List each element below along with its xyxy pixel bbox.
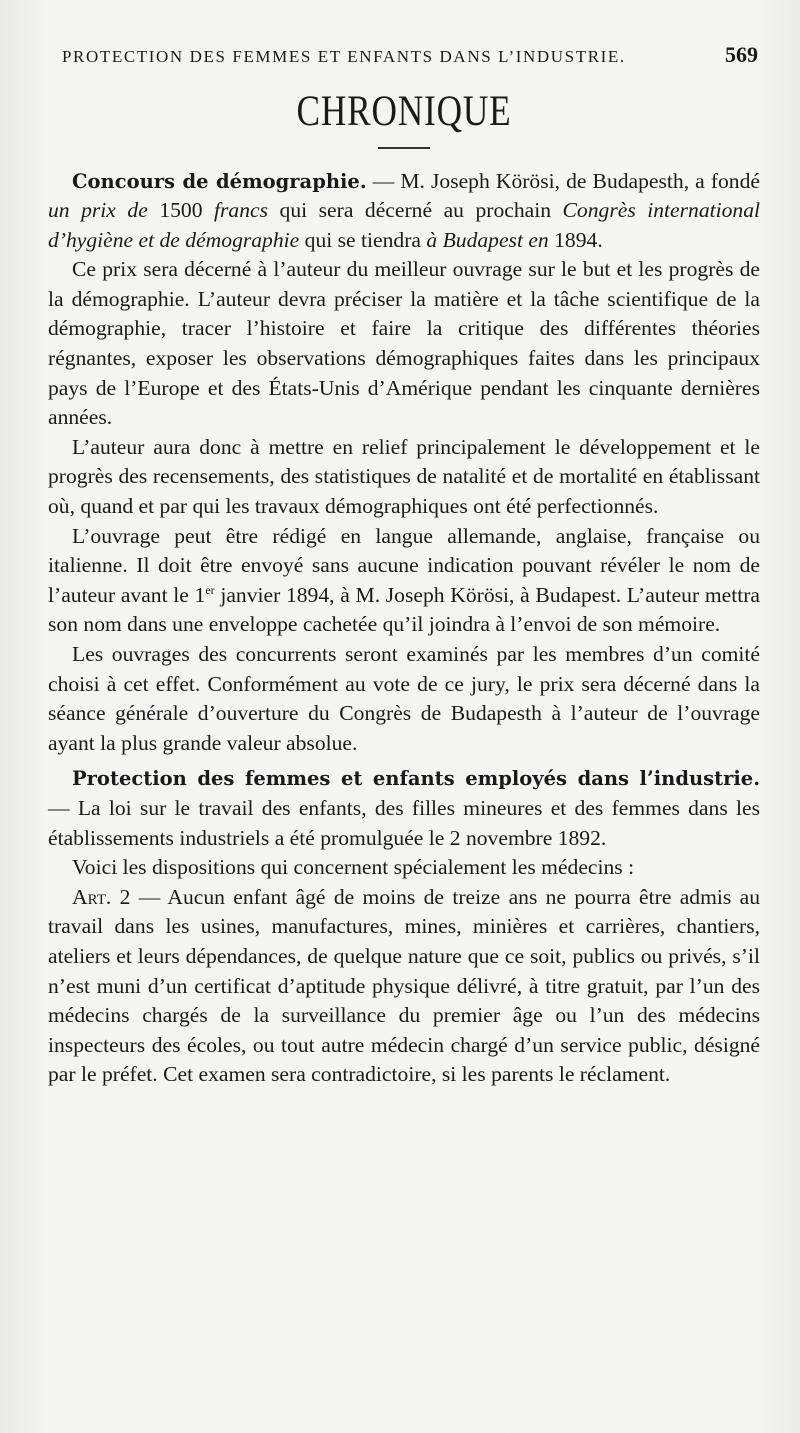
section-title: CHRONIQUE [296, 88, 512, 135]
text-run: L’ouvrage peut être rédigé en langue allemande, anglaise, française ou italienne. Il doit être envoyé sans aucune indication pouvant révéler le nom de l’auteur avant le 1 [48, 523, 760, 607]
text-run: — M. Joseph Körösi, de Budapesth, a fondé [366, 168, 760, 193]
article-1-heading: Concours de démographie. [72, 169, 367, 193]
article-1-paragraph-1 [48, 167, 760, 256]
text-run-italic: francs [214, 198, 269, 223]
text-run: qui sera décerné au prochain [268, 198, 563, 223]
article-2-paragraph-3 [48, 883, 760, 1090]
title-divider [378, 147, 430, 149]
running-header [62, 42, 760, 68]
text-run-italic: à Budapest en [426, 227, 549, 252]
page-number: 569 [725, 42, 758, 67]
article-2-paragraph-1 [48, 764, 760, 853]
text-run-italic: un prix de [48, 198, 148, 223]
article-1-paragraph-2: Ce prix sera décerné à l’auteur du meilleur ouvrage sur le but et les progrès de la démographie. L’auteur devra préciser la matière et la tâche scientifique de la démographie, tracer l’histoire et faire la critique des différentes théories régnantes, exposer les observations démographiques faites dans les principaux pays de l’Europe et des États-Unis d’Amérique pendant les cinquante dernières années. [48, 257, 760, 430]
article-label: Art. 2 [72, 884, 131, 909]
text-run: 1894. [548, 227, 603, 252]
text-run: qui se tiendra [299, 227, 427, 252]
text-run: 1500 [147, 198, 215, 223]
text-run: — La loi sur le travail des enfants, des filles mineures et des femmes dans les établissements industriels a été promulguée le 2 novembre 1892. [48, 795, 760, 850]
text-run: janvier 1894, à M. Joseph Körösi, à Budapest. L’auteur mettra son nom dans une enveloppe cachetée qu’il joindra à l’envoi de son mémoire. [48, 582, 760, 637]
article-2-heading: Protection des femmes et enfants employés dans l’industrie. [72, 767, 760, 791]
superscript: er [205, 582, 215, 597]
article-1-paragraph-4 [48, 522, 760, 640]
article-2-paragraph-2: Voici les dispositions qui concernent spécialement les médecins : [72, 855, 635, 880]
article-1-paragraph-5: Les ouvrages des concurrents seront examinés par les membres d’un comité choisi à cet effet. Conformément au vote de ce jury, le prix sera décerné dans la séance générale d’ouverture du Congrès de Budapesth à l’auteur de l’ouvrage ayant la plus grande valeur absolue. [48, 642, 760, 755]
text-run: — Aucun enfant âgé de moins de treize ans ne pourra être admis au travail dans les usines, manufactures, mines, minières et carrières, chantiers, ateliers et leurs dépendances, de quelque nature que ce soit, publics ou privés, s’il n’est muni d’un certificat d’aptitude physique délivré, à titre gratuit, par l’un des médecins chargés de la surveillance du premier âge ou l’un des médecins inspecteurs des écoles, ou tout autre médecin chargé d’un service public, désigné par le préfet. Cet examen sera contradictoire, si les parents le réclament. [48, 884, 760, 1087]
text-run-italic: Congrès international d’hygiène et de démographie [48, 198, 760, 252]
article-1-paragraph-3: L’auteur aura donc à mettre en relief principalement le développement et le progrès des recensements, des statistiques de natalité et de mortalité en établissant où, quand et par qui les travaux démographiques ont été perfectionnés. [48, 434, 760, 519]
running-title: PROTECTION DES FEMMES ET ENFANTS DANS L’INDUSTRIE. [62, 47, 626, 66]
